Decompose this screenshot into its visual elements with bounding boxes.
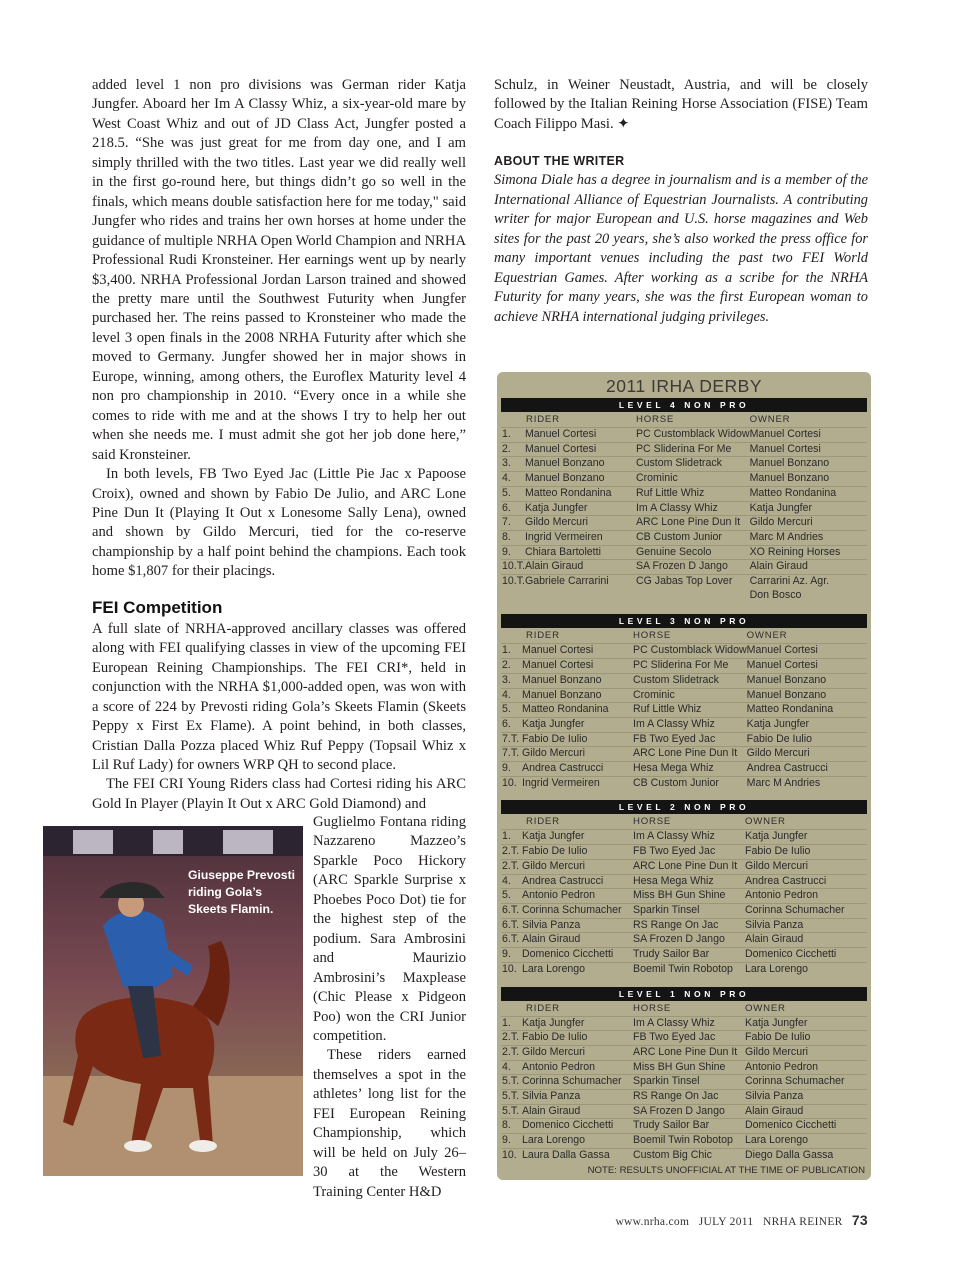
table-row [501, 516, 867, 531]
rider-cell: Corinna Schumacher [522, 903, 633, 918]
table-row [501, 732, 867, 747]
horse-cell: RS Range On Jac [633, 918, 745, 933]
rider-cell: Ingrid Vermeiren [522, 776, 633, 790]
owner-cell: Manuel Cortesi [750, 428, 867, 443]
table-header-row [501, 412, 867, 428]
horse-cell: PC Customblack Widow [636, 428, 750, 443]
horse-cell: PC Sliderina For Me [633, 659, 747, 674]
table-row [501, 1134, 867, 1149]
owner-cell: Antonio Pedron [745, 1060, 867, 1075]
rider-cell: Ingrid Vermeiren [525, 530, 636, 545]
column-header: HORSE [633, 1002, 672, 1014]
column-header: HORSE [635, 414, 675, 425]
placing-cell: 1. [501, 428, 525, 443]
table-row [501, 747, 867, 762]
owner-cell: Lara Lorengo [745, 1134, 867, 1149]
horse-cell: Crominic [636, 472, 750, 487]
rider-cell: Antonio Pedron [522, 889, 633, 904]
placing-cell: 4. [501, 688, 522, 703]
placing-cell: 3. [501, 457, 525, 472]
horse-cell: Hesa Mega Whiz [633, 874, 745, 889]
owner-cell: Alain Giraud [750, 560, 867, 575]
owner-cell: Silvia Panza [745, 918, 867, 933]
table-row [501, 428, 867, 443]
rider-cell: Manuel Cortesi [522, 644, 633, 659]
table-row [501, 501, 867, 516]
table-row [501, 442, 867, 457]
article-paragraph: In both levels, FB Two Eyed Jac (Little Pie Jac x Papoose Croix), owned and shown by Fabio De Julio, and ARC Lone Pine Dun It (Playing It Out x Lonesome Sally Lena), owned and shown by Gildo Mercuri, tied for the co-reserve championship by a half point behind the champions. Each took home $1,807 for their placings. [92, 466, 466, 580]
results-table-box [497, 372, 871, 1180]
table-row [501, 933, 867, 948]
rider-cell: Corinna Schumacher [522, 1075, 633, 1090]
results-note: NOTE: RESULTS UNOFFICIAL AT THE TIME OF PUBLICATION [587, 1164, 865, 1176]
table-row [501, 1119, 867, 1134]
left-column [92, 76, 466, 814]
table-row [501, 903, 867, 918]
results-table [501, 1001, 867, 1163]
table-row [501, 530, 867, 545]
results-title: 2011 IRHA DERBY [606, 376, 762, 396]
horse-cell: Im A Classy Whiz [636, 501, 750, 516]
column-header: RIDER [526, 630, 560, 642]
horse-cell: Hesa Mega Whiz [633, 762, 747, 777]
rider-cell: Chiara Bartoletti [525, 545, 636, 560]
level-header: LEVEL 1 NON PRO [501, 987, 867, 1001]
owner-cell: Gildo Mercuri [745, 1045, 867, 1060]
rider-cell: Manuel Bonzano [525, 457, 636, 472]
table-row [501, 1148, 867, 1162]
owner-cell: XO Reining Horses [750, 545, 867, 560]
placing-cell: 10. [501, 1148, 522, 1162]
rider-cell: Manuel Bonzano [522, 688, 633, 703]
owner-cell: Manuel Cortesi [747, 644, 867, 659]
rider-cell: Antonio Pedron [522, 1060, 633, 1075]
article-paragraph: added level 1 non pro divisions was German rider Katja Jungfer. Aboard her Im A Classy Whiz, a six-year-old mare by West Coast Whiz and out of JD Class Act, Jungfer posted a 218.5. “She was just great for me from day one, and I am simply thrilled with the two titles. Last year we did really well in the first go-round here, but things didn’t go so well in the finals, which means double satisfaction here for me today," said Jungfer who rides and trains her own horses at home under the guidance of multiple NRHA Open World Champion and NRHA Professional Rudi Kronsteiner. Her earnings went up by nearly $3,400. NRHA Professional Jordan Larson trained and showed the pretty mare until the Southwest Futurity when Jungfer purchased her. The reins passed to Kronsteiner who made the level 3 open finals in the 2008 NRHA Futurity after which she moved to Germany. Jungfer showed her in major shows in Europe, winning, among others, the Euroflex Maturity level 4 non pro championship in 2010. “Every once in a while she comes to ride with me and at the shows I try to help her out when she needs me. I must admit she got her job done here,” said Kronsteiner. [92, 77, 466, 463]
table-row [501, 962, 867, 976]
horse-cell: FB Two Eyed Jac [633, 1031, 745, 1046]
table-row [501, 859, 867, 874]
placing-cell: 1. [501, 644, 522, 659]
placing-cell: 7. [501, 516, 525, 531]
rider-cell: Domenico Cicchetti [522, 1119, 633, 1134]
placing-cell: 3. [501, 673, 522, 688]
table-row [501, 717, 867, 732]
placing-cell: 9. [501, 545, 525, 560]
placing-cell: 9. [501, 948, 522, 963]
owner-cell: Katja Jungfer [750, 501, 867, 516]
placing-cell: 5. [501, 889, 522, 904]
table-row [501, 545, 867, 560]
horse-cell: Genuine Secolo [636, 545, 750, 560]
results-table [501, 628, 867, 790]
rider-cell: Fabio De Iulio [522, 845, 633, 860]
owner-cell: Corinna Schumacher [745, 903, 867, 918]
horse-cell: Boemil Twin Robotop [633, 962, 745, 976]
owner-cell: Diego Dalla Gassa [745, 1148, 867, 1162]
owner-cell: Fabio De Iulio [745, 845, 867, 860]
column-header: HORSE [633, 816, 672, 828]
table-row [501, 1090, 867, 1105]
owner-cell: Antonio Pedron [745, 889, 867, 904]
level-header: LEVEL 3 NON PRO [501, 614, 867, 628]
horse-cell: SA Frozen D Jango [633, 1104, 745, 1119]
article-paragraph: The FEI CRI Young Riders class had Cortesi riding his ARC Gold In Player (Playin It Out x ARC Gold Diamond) and [92, 776, 466, 812]
table-row [501, 1045, 867, 1060]
horse-cell: Miss BH Gun Shine [633, 889, 745, 904]
placing-cell: 9. [501, 1134, 522, 1149]
owner-cell: Carrarini Az. Agr. Don Bosco [750, 575, 867, 603]
table-row [501, 1060, 867, 1075]
placing-cell: 10. [501, 776, 522, 790]
horse-cell: CB Custom Junior [636, 530, 750, 545]
horse-cell: Boemil Twin Robotop [633, 1134, 745, 1149]
horse-cell: Im A Classy Whiz [633, 1016, 745, 1031]
rider-cell: Alain Giraud [522, 933, 633, 948]
results-section [497, 800, 871, 976]
column-header: OWNER [745, 1002, 786, 1014]
owner-cell: Alain Giraud [745, 1104, 867, 1119]
placing-cell: 1. [501, 1016, 522, 1031]
table-header-row [501, 814, 867, 830]
placing-cell: 6. [501, 717, 522, 732]
placing-cell: 1. [501, 830, 522, 845]
results-table [501, 814, 867, 976]
rider-cell: Silvia Panza [522, 1090, 633, 1105]
owner-cell: Katja Jungfer [745, 1016, 867, 1031]
rider-cell: Domenico Cicchetti [522, 948, 633, 963]
rider-cell: Fabio De Iulio [522, 732, 633, 747]
rider-cell: Katja Jungfer [522, 830, 633, 845]
article-paragraph: Guglielmo Fontana riding Nazzareno Mazzeo’s Sparkle Poco Hickory (ARC Sparkle Surprise x Phoebes Poco Dot) tie for the highest step of the podium. Sara Ambrosini and Maurizio Ambrosini’s Maxplease (Chic Please x Pidgeon Poo) won the CRI Junior competition. [313, 814, 466, 1044]
wrap-column [313, 813, 466, 1202]
table-row [501, 673, 867, 688]
placing-cell: 10. [501, 962, 522, 976]
column-header: RIDER [526, 1002, 560, 1014]
table-row [501, 830, 867, 845]
horse-cell: FB Two Eyed Jac [633, 845, 745, 860]
column-header: OWNER [749, 414, 791, 425]
placing-cell: 6. [501, 501, 525, 516]
owner-cell: Manuel Bonzano [747, 688, 867, 703]
placing-cell: 5.T. [501, 1075, 522, 1090]
about-writer-title: ABOUT THE WRITER [494, 154, 625, 169]
owner-cell: Corinna Schumacher [745, 1075, 867, 1090]
horse-cell: Sparkin Tinsel [633, 1075, 745, 1090]
table-row [501, 486, 867, 501]
rider-cell: Gildo Mercuri [522, 1045, 633, 1060]
level-header: LEVEL 4 NON PRO [501, 398, 867, 412]
table-row [501, 918, 867, 933]
footer-url: www.nrha.com [615, 1216, 690, 1228]
owner-cell: Matteo Rondanina [747, 703, 867, 718]
table-row [501, 776, 867, 790]
horse-cell: ARC Lone Pine Dun It [633, 859, 745, 874]
table-row [501, 1104, 867, 1119]
horse-cell: ARC Lone Pine Dun It [633, 747, 747, 762]
horse-cell: Crominic [633, 688, 747, 703]
placing-cell: 2.T. [501, 859, 522, 874]
column-header: OWNER [745, 816, 786, 828]
table-row [501, 644, 867, 659]
owner-cell: Manuel Cortesi [750, 442, 867, 457]
rider-cell: Katja Jungfer [522, 1016, 633, 1031]
placing-cell: 2. [501, 442, 525, 457]
table-row [501, 1016, 867, 1031]
horse-cell: SA Frozen D Jango [636, 560, 750, 575]
placing-cell: 4. [501, 1060, 522, 1075]
table-row [501, 1075, 867, 1090]
placing-cell: 10.T. [501, 560, 525, 575]
placing-cell: 5.T. [501, 1090, 522, 1105]
table-row [501, 1031, 867, 1046]
horse-cell: FB Two Eyed Jac [633, 732, 747, 747]
table-row [501, 560, 867, 575]
rider-cell: Manuel Cortesi [525, 428, 636, 443]
owner-cell: Marc M Andries [750, 530, 867, 545]
rider-cell: Alain Giraud [525, 560, 636, 575]
placing-cell: 6.T. [501, 918, 522, 933]
rider-cell: Gabriele Carrarini [525, 575, 636, 603]
level-header: LEVEL 2 NON PRO [501, 800, 867, 814]
rider-cell: Katja Jungfer [522, 717, 633, 732]
owner-cell: Fabio De Iulio [747, 732, 867, 747]
placing-cell: 6.T. [501, 933, 522, 948]
table-row [501, 457, 867, 472]
article-paragraph: A full slate of NRHA-approved ancillary classes was offered along with FEI qualifying classes in view of the upcoming FEI European Reining Championships. The FEI CRI*, held in conjunction with the NRHA $1,000-added open, was won with a score of 224 by Prevosti riding Gola’s Skeets Flamin (Skeets Peppy x First Ex Flame). A point behind, in both classes, Cristian Dalla Pozza placed Whiz Ruf Peppy (Topsail Whiz x Lil Ruf Lady) for owners WRP QH to second place. [92, 620, 466, 773]
article-paragraph: These riders earned themselves a spot in the athletes’ long list for the FEI European Reining Championship, which will be held on July 26–30 at the Western Training Center H&D [313, 1047, 466, 1200]
placing-cell: 5. [501, 486, 525, 501]
rider-cell: Lara Lorengo [522, 1134, 633, 1149]
owner-cell: Lara Lorengo [745, 962, 867, 976]
horse-cell: SA Frozen D Jango [633, 933, 745, 948]
rider-cell: Manuel Cortesi [525, 442, 636, 457]
column-header: HORSE [633, 630, 672, 642]
rider-cell: Gildo Mercuri [522, 859, 633, 874]
table-row [501, 688, 867, 703]
owner-cell: Manuel Bonzano [750, 472, 867, 487]
rider-cell: Manuel Cortesi [522, 659, 633, 674]
rider-cell: Manuel Bonzano [522, 673, 633, 688]
table-row [501, 762, 867, 777]
owner-cell: Andrea Castrucci [747, 762, 867, 777]
horse-cell: ARC Lone Pine Dun It [633, 1045, 745, 1060]
placing-cell: 4. [501, 472, 525, 487]
horse-cell: PC Customblack Widow [633, 644, 747, 659]
placing-cell: 8. [501, 1119, 522, 1134]
placing-cell: 7.T. [501, 732, 522, 747]
placing-cell: 2.T. [501, 1031, 522, 1046]
owner-cell: Domenico Cicchetti [745, 1119, 867, 1134]
owner-cell: Gildo Mercuri [747, 747, 867, 762]
owner-cell: Manuel Bonzano [750, 457, 867, 472]
horse-cell: Sparkin Tinsel [633, 903, 745, 918]
owner-cell: Gildo Mercuri [745, 859, 867, 874]
placing-cell: 5. [501, 703, 522, 718]
table-row [501, 703, 867, 718]
owner-cell: Domenico Cicchetti [745, 948, 867, 963]
owner-cell: Marc M Andries [747, 776, 867, 790]
owner-cell: Andrea Castrucci [745, 874, 867, 889]
table-header-row [501, 628, 867, 644]
table-row [501, 575, 867, 603]
rider-cell: Manuel Bonzano [525, 472, 636, 487]
horse-cell: Trudy Sailor Bar [633, 1119, 745, 1134]
horse-cell: Im A Classy Whiz [633, 830, 745, 845]
owner-cell: Katja Jungfer [747, 717, 867, 732]
table-row [501, 472, 867, 487]
owner-cell: Alain Giraud [745, 933, 867, 948]
rider-cell: Andrea Castrucci [522, 874, 633, 889]
placing-cell: 7.T. [501, 747, 522, 762]
owner-cell: Matteo Rondanina [750, 486, 867, 501]
rider-cell: Laura Dalla Gassa [522, 1148, 633, 1162]
placing-cell: 2. [501, 659, 522, 674]
placing-cell: 6.T. [501, 903, 522, 918]
column-header: RIDER [526, 414, 560, 425]
horse-cell: Miss BH Gun Shine [633, 1060, 745, 1075]
horse-cell: Im A Classy Whiz [633, 717, 747, 732]
owner-cell: Fabio De Iulio [745, 1031, 867, 1046]
table-header-row [501, 1001, 867, 1017]
table-row [501, 874, 867, 889]
placing-cell: 5.T. [501, 1104, 522, 1119]
rider-cell: Fabio De Iulio [522, 1031, 633, 1046]
horse-cell: PC Sliderina For Me [636, 442, 750, 457]
right-column [494, 76, 868, 327]
owner-cell: Silvia Panza [745, 1090, 867, 1105]
column-header: OWNER [746, 630, 788, 642]
rider-cell: Katja Jungfer [525, 501, 636, 516]
about-writer-text: Simona Diale has a degree in journalism and is a member of the International Alliance of Equestrian Journalists. A contributing writer for major European and U.S. horse magazines and Web sites for the past 20 years, she’s also worked the press office for many important venues including the past two FEI World Equestrian Games. After working as a scribe for the NRHA Futurity for many years, she was the first European woman to achieve NRHA international judging privileges. [494, 172, 868, 325]
results-section [497, 987, 871, 1163]
horse-cell: RS Range On Jac [633, 1090, 745, 1105]
column-header: RIDER [526, 816, 560, 828]
rider-cell: Gildo Mercuri [525, 516, 636, 531]
footer-issue: JULY 2011 [698, 1216, 754, 1228]
table-row [501, 889, 867, 904]
horse-cell: Trudy Sailor Bar [633, 948, 745, 963]
horse-cell: Ruf Little Whiz [633, 703, 747, 718]
rider-cell: Gildo Mercuri [522, 747, 633, 762]
placing-cell: 9. [501, 762, 522, 777]
article-paragraph: Schulz, in Weiner Neustadt, Austria, and will be closely followed by the Italian Reining Horse Association (FISE) Team Coach Filippo Masi. ✦ [494, 77, 868, 132]
placing-cell: 2.T. [501, 845, 522, 860]
rider-cell: Lara Lorengo [522, 962, 633, 976]
horse-cell: Custom Slidetrack [633, 673, 747, 688]
results-table [501, 412, 867, 602]
placing-cell: 8. [501, 530, 525, 545]
horse-cell: CG Jabas Top Lover [636, 575, 750, 603]
owner-cell: Gildo Mercuri [750, 516, 867, 531]
table-row [501, 659, 867, 674]
rider-cell: Andrea Castrucci [522, 762, 633, 777]
placing-cell: 4. [501, 874, 522, 889]
horse-cell: Ruf Little Whiz [636, 486, 750, 501]
table-row [501, 948, 867, 963]
horse-cell: Custom Big Chic [633, 1148, 745, 1162]
footer-magazine: NRHA REINER [762, 1216, 843, 1228]
table-row [501, 845, 867, 860]
horse-cell: Custom Slidetrack [636, 457, 750, 472]
placing-cell: 10.T. [501, 575, 525, 603]
results-sections [497, 398, 871, 1163]
rider-cell: Matteo Rondanina [525, 486, 636, 501]
owner-cell: Manuel Cortesi [747, 659, 867, 674]
rider-cell: Silvia Panza [522, 918, 633, 933]
photo-caption: Giuseppe Prevosti riding Gola’s Skeets Flamin. [188, 868, 296, 916]
owner-cell: Katja Jungfer [745, 830, 867, 845]
page-number: 73 [851, 1212, 868, 1228]
results-section [497, 614, 871, 790]
owner-cell: Manuel Bonzano [747, 673, 867, 688]
placing-cell: 2.T. [501, 1045, 522, 1060]
section-heading: FEI Competition [92, 597, 223, 617]
rider-cell: Alain Giraud [522, 1104, 633, 1119]
horse-cell: ARC Lone Pine Dun It [636, 516, 750, 531]
horse-cell: CB Custom Junior [633, 776, 747, 790]
results-section [497, 398, 871, 602]
rider-cell: Matteo Rondanina [522, 703, 633, 718]
page-footer [615, 1212, 868, 1228]
